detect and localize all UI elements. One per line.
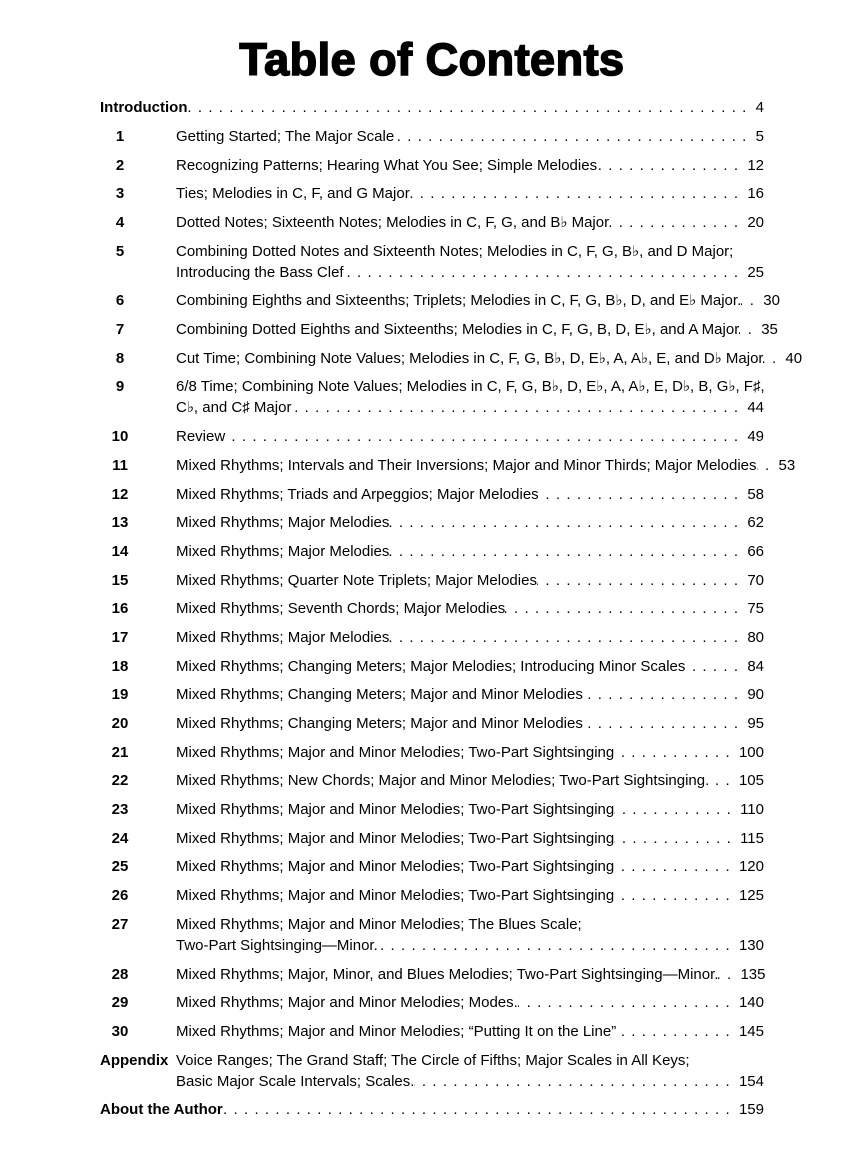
toc-entry-row — [100, 155, 764, 176]
entry-title-text: Mixed Rhythms; Major and Minor Melodies; Two-Part Sightsinging — [176, 887, 615, 905]
leader-dots — [518, 992, 736, 1013]
entry-title-block — [176, 598, 764, 619]
toc-entry-row — [100, 319, 778, 340]
entry-title-block — [176, 348, 803, 369]
page-number: 30 — [763, 292, 780, 310]
intro-row — [100, 97, 764, 118]
dot-leader — [414, 1071, 736, 1092]
page-number: 12 — [747, 156, 764, 174]
leader-dots — [718, 964, 737, 985]
entry-title-block — [176, 742, 764, 763]
page-number: 66 — [747, 542, 764, 560]
entry-title-line — [176, 376, 764, 397]
toc-entry-row — [100, 684, 764, 705]
leader-dots — [614, 885, 736, 906]
toc-entry-row — [100, 856, 764, 877]
entry-title-text: Mixed Rhythms; Major and Minor Melodies; Two-Part Sightsinging — [176, 743, 615, 761]
toc-entry-row — [100, 742, 764, 763]
chapter-number: 2 — [115, 156, 125, 174]
dot-leader — [614, 828, 737, 849]
dot-leader — [739, 319, 758, 340]
entry-title-block — [176, 455, 796, 476]
entry-title-text: Mixed Rhythms; Major and Minor Melodies; Two-Part Sightsinging — [176, 858, 615, 876]
chapter-number: 22 — [111, 772, 129, 790]
leader-dots — [537, 570, 744, 591]
toc-entry-row — [100, 455, 796, 476]
entry-title-line — [176, 992, 764, 1013]
dot-leader — [505, 598, 744, 619]
toc-entry-row — [100, 541, 764, 562]
toc-entry-row — [100, 570, 764, 591]
dot-leader — [757, 455, 776, 476]
chapter-number: 29 — [111, 994, 129, 1012]
page-number: 130 — [738, 936, 764, 954]
entry-title-line — [176, 914, 764, 935]
entry-title-line — [176, 856, 764, 877]
page-number: 4 — [755, 99, 764, 117]
entry-title-line — [176, 155, 764, 176]
entry-title-block — [176, 828, 764, 849]
entry-title-block — [176, 1021, 764, 1042]
page-number: 120 — [738, 858, 764, 876]
page-number: 84 — [747, 657, 764, 675]
toc-entry-row — [100, 426, 764, 447]
entry-title-line — [176, 885, 764, 906]
page-number: 20 — [747, 214, 764, 231]
entry-title-block — [176, 512, 764, 533]
entry-title-line — [176, 319, 778, 340]
dot-leader — [597, 155, 744, 176]
entry-title-text: Two-Part Sightsinging—Minor. — [176, 936, 378, 954]
page-number: 115 — [740, 829, 764, 847]
toc-entry-row — [100, 212, 764, 233]
chapter-number: 8 — [115, 349, 125, 367]
chapter-number: 6 — [115, 292, 125, 310]
page-number: 95 — [747, 715, 764, 732]
toc-entry-row — [100, 770, 764, 791]
entry-title-line — [176, 455, 796, 476]
entry-title-text: Dotted Notes; Sixteenth Notes; Melodies in C, F, G, and B♭ Major — [176, 214, 610, 231]
entry-title-line — [176, 1071, 764, 1092]
intro-label: Introduction — [100, 99, 188, 117]
page-number: 90 — [747, 686, 764, 704]
dot-leader — [187, 97, 752, 118]
chapter-number: 14 — [111, 542, 129, 560]
chapter-number: 30 — [111, 1022, 129, 1040]
leader-dots — [614, 742, 736, 763]
entry-title-text: Introducing the Bass Clef — [176, 263, 344, 281]
dot-leader — [614, 742, 736, 763]
page-number: 110 — [740, 801, 764, 819]
entry-title-text: Cut Time; Combining Note Values; Melodies in C, F, G, B♭, D, E♭, A, A♭, E, and D♭ Major — [176, 349, 764, 367]
about-row — [100, 1099, 764, 1120]
leader-dots — [741, 290, 760, 311]
chapter-number: 4 — [115, 214, 125, 231]
entry-title-text: Mixed Rhythms; Triads and Arpeggios; Major Melodies — [176, 485, 539, 503]
leader-dots — [709, 770, 736, 791]
dot-leader — [616, 1021, 736, 1042]
page-number: 58 — [747, 485, 764, 503]
leader-dots — [614, 799, 737, 820]
page-number: 145 — [738, 1022, 764, 1040]
entry-title-text: Ties; Melodies in C, F, and G Major — [176, 185, 410, 203]
dot-leader — [741, 290, 760, 311]
entry-title-text: Voice Ranges; The Grand Staff; The Circle of Fifths; Major Scales in All Keys; — [176, 1051, 690, 1069]
chapter-number: 24 — [111, 829, 129, 847]
dot-leader — [685, 656, 744, 677]
page-number: 35 — [761, 321, 778, 339]
entry-title-line — [176, 713, 764, 734]
page-number: 154 — [738, 1072, 764, 1090]
chapter-number: 3 — [115, 185, 125, 203]
chapter-number: 16 — [111, 600, 129, 618]
toc-entry-row — [100, 241, 764, 283]
entry-title-block — [176, 541, 764, 562]
entry-title-block — [176, 964, 764, 985]
leader-dots — [389, 541, 744, 562]
entry-title-text: C♭, and C♯ Major — [176, 399, 292, 417]
entry-title-block — [176, 914, 764, 956]
toc-entry-list — [100, 126, 803, 1042]
entry-title-text: Mixed Rhythms; Major and Minor Melodies; Modes. — [176, 994, 518, 1012]
entry-title-block — [176, 426, 764, 447]
entry-title-text: Mixed Rhythms; Changing Meters; Major and Minor Melodies — [176, 686, 583, 704]
page-number: 105 — [738, 772, 764, 790]
chapter-number: 13 — [111, 514, 129, 532]
entry-title-block — [176, 799, 764, 820]
about-label: About the Author — [100, 1101, 223, 1119]
entry-title-text: Mixed Rhythms; Major and Minor Melodies; The Blues Scale; — [176, 915, 582, 933]
toc-entry-row — [100, 885, 764, 906]
leader-dots — [225, 426, 744, 447]
dot-leader — [223, 1099, 736, 1120]
toc-entry-row — [100, 627, 764, 648]
entry-title-block — [176, 183, 764, 204]
entry-title-text: Combining Eighths and Sixteenths; Triplets; Melodies in C, F, G, B♭, D, and E♭ Major. — [176, 292, 742, 310]
leader-dots — [597, 155, 744, 176]
dot-leader — [614, 856, 736, 877]
toc-entry-row — [100, 376, 764, 418]
toc-entry-row — [100, 512, 764, 533]
toc-entry-row — [100, 656, 764, 677]
chapter-number: 1 — [115, 127, 125, 145]
leader-dots — [291, 397, 744, 418]
dot-leader — [378, 935, 736, 956]
chapter-number: 11 — [112, 456, 128, 474]
chapter-number: 17 — [111, 628, 129, 646]
entry-title-text: Getting Started; The Major Scale — [176, 127, 395, 145]
entry-title-line — [176, 570, 764, 591]
page-number: 62 — [747, 514, 764, 532]
toc-entry-row — [100, 348, 803, 369]
dot-leader — [609, 212, 744, 233]
entry-title-block — [176, 885, 764, 906]
leader-dots — [614, 828, 737, 849]
entry-title-text: Mixed Rhythms; Changing Meters; Major and Minor Melodies — [176, 715, 583, 732]
leader-dots — [187, 97, 752, 118]
entry-title-block — [176, 992, 764, 1013]
leader-dots — [616, 1021, 736, 1042]
leader-dots — [583, 713, 744, 734]
page-number: 40 — [785, 349, 803, 367]
dot-leader — [389, 627, 744, 648]
toc-entry-row — [100, 598, 764, 619]
entry-title-line — [176, 742, 764, 763]
chapter-number: 26 — [111, 887, 129, 905]
dot-leader — [614, 799, 737, 820]
leader-dots — [609, 212, 744, 233]
entry-title-block — [176, 484, 764, 505]
entry-title-line — [176, 212, 764, 233]
entry-title-block — [176, 155, 764, 176]
entry-title-line — [176, 348, 803, 369]
entry-title-line — [176, 126, 764, 147]
chapter-number: 7 — [115, 321, 125, 339]
page-number: 80 — [747, 628, 764, 646]
leader-dots — [685, 656, 744, 677]
chapter-number: 23 — [111, 801, 129, 819]
chapter-number: 19 — [111, 686, 129, 704]
entry-title-line — [176, 598, 764, 619]
entry-title-line — [176, 1050, 764, 1071]
entry-title-line — [176, 935, 764, 956]
page-number: 16 — [747, 185, 764, 203]
page-number: 44 — [747, 399, 764, 417]
entry-title-block — [176, 684, 764, 705]
entry-title-text: Mixed Rhythms; Changing Meters; Major Melodies; Introducing Minor Scales — [176, 657, 686, 675]
dot-leader — [344, 262, 745, 283]
entry-title-block — [176, 376, 764, 418]
leader-dots — [394, 126, 752, 147]
dot-leader — [583, 713, 744, 734]
entry-title-line — [176, 290, 780, 311]
toc-entry-row — [100, 1021, 764, 1042]
dot-leader — [614, 885, 736, 906]
leader-dots — [389, 512, 744, 533]
entry-title-block — [176, 212, 764, 233]
chapter-number: 25 — [111, 858, 129, 876]
toc-entry-row — [100, 484, 764, 505]
entry-title-block — [176, 656, 764, 677]
chapter-number: 5 — [115, 242, 125, 260]
entry-title-line — [176, 828, 764, 849]
leader-dots — [505, 598, 744, 619]
entry-title-line — [176, 183, 764, 204]
page-number: 53 — [778, 456, 796, 474]
entry-title-line — [176, 512, 764, 533]
entry-title-text: Basic Major Scale Intervals; Scales. — [176, 1072, 415, 1090]
toc-entry-row — [100, 290, 780, 311]
leader-dots — [539, 484, 745, 505]
leader-dots — [410, 183, 745, 204]
page-number: 125 — [738, 887, 764, 905]
page-number: 135 — [740, 965, 766, 983]
entry-title-text: Mixed Rhythms; Major Melodies — [176, 542, 390, 560]
dot-leader — [410, 183, 745, 204]
page-number: 25 — [747, 263, 764, 281]
dot-leader — [763, 348, 782, 369]
appendix-row — [100, 1050, 764, 1092]
toc-entry-row — [100, 914, 764, 956]
page-number: 49 — [747, 428, 764, 446]
dot-leader — [718, 964, 737, 985]
entry-title-text: Combining Dotted Notes and Sixteenth Notes; Melodies in C, F, G, B♭, and D Major; — [176, 242, 734, 260]
entry-title-text: Mixed Rhythms; Major Melodies — [176, 628, 390, 646]
toc-entry-row — [100, 992, 764, 1013]
page-number: 75 — [747, 600, 764, 618]
entry-title-line — [176, 964, 764, 985]
dot-leader — [291, 397, 744, 418]
leader-dots — [223, 1099, 736, 1120]
dot-leader — [394, 126, 752, 147]
leader-dots — [389, 627, 744, 648]
toc-entry-row — [100, 713, 764, 734]
leader-dots — [344, 262, 745, 283]
entry-title-text: Review — [176, 428, 226, 446]
entry-title-line — [176, 484, 764, 505]
toc-entry-row — [100, 183, 764, 204]
entry-title-text: Mixed Rhythms; New Chords; Major and Minor Melodies; Two-Part Sightsinging. — [176, 772, 710, 790]
chapter-number: 12 — [111, 485, 129, 503]
entry-title-text: Recognizing Patterns; Hearing What You See; Simple Melodies — [176, 156, 598, 174]
entry-title-line — [176, 241, 764, 262]
entry-title-block — [176, 770, 764, 791]
entry-title-text: Mixed Rhythms; Intervals and Their Inversions; Major and Minor Thirds; Major Melodies — [176, 456, 757, 474]
dot-leader — [539, 484, 745, 505]
leader-dots — [614, 856, 736, 877]
toc-entry-row — [100, 126, 764, 147]
toc-entry-row — [100, 828, 764, 849]
chapter-number: 20 — [111, 715, 129, 732]
entry-title-line — [176, 770, 764, 791]
entry-title-text: Mixed Rhythms; Major and Minor Melodies; Two-Part Sightsinging — [176, 829, 615, 847]
chapter-number: 10 — [111, 428, 129, 446]
appendix-title-block — [176, 1050, 764, 1092]
dot-leader — [709, 770, 736, 791]
toc-entry-row — [100, 799, 764, 820]
entry-title-text: Mixed Rhythms; Major and Minor Melodies; Two-Part Sightsinging — [176, 801, 615, 819]
entry-title-text: Combining Dotted Eighths and Sixteenths; Melodies in C, F, G, B, D, E♭, and A Major — [176, 321, 740, 339]
chapter-number: 21 — [111, 743, 129, 761]
leader-dots — [757, 455, 776, 476]
leader-dots — [583, 684, 744, 705]
dot-leader — [225, 426, 744, 447]
entry-title-line — [176, 1021, 764, 1042]
dot-leader — [518, 992, 736, 1013]
leader-dots — [414, 1071, 736, 1092]
entry-title-text: Mixed Rhythms; Seventh Chords; Major Melodies — [176, 600, 506, 618]
entry-title-block — [176, 241, 764, 283]
leader-dots — [763, 348, 782, 369]
dot-leader — [537, 570, 744, 591]
page-number: 140 — [738, 994, 764, 1012]
page-number: 100 — [738, 743, 764, 761]
chapter-number: 28 — [111, 965, 129, 983]
entry-title-line — [176, 627, 764, 648]
entry-title-line — [176, 656, 764, 677]
entry-title-block — [176, 126, 764, 147]
chapter-number: 15 — [111, 571, 129, 589]
entry-title-text: 6/8 Time; Combining Note Values; Melodies in C, F, G, B♭, D, E♭, A, A♭, E, D♭, B, G♭, F♯, — [176, 378, 765, 396]
page-number: 159 — [738, 1101, 764, 1119]
appendix-label: Appendix — [100, 1051, 169, 1069]
entry-title-block — [176, 627, 764, 648]
chapter-number: 9 — [115, 378, 125, 396]
entry-title-line — [176, 541, 764, 562]
leader-dots — [739, 319, 758, 340]
entry-title-line — [176, 262, 764, 283]
entry-title-text: Mixed Rhythms; Major, Minor, and Blues Melodies; Two-Part Sightsinging—Minor. — [176, 965, 719, 983]
page-number: 5 — [755, 127, 764, 145]
page-title: Table of Contents — [239, 34, 625, 85]
entry-title-block — [176, 856, 764, 877]
entry-title-line — [176, 397, 764, 418]
chapter-number: 27 — [111, 915, 129, 933]
leader-dots — [378, 935, 736, 956]
entry-title-block — [176, 290, 780, 311]
entry-title-text: Mixed Rhythms; Major Melodies — [176, 514, 390, 532]
dot-leader — [583, 684, 744, 705]
chapter-number: 18 — [111, 657, 129, 675]
dot-leader — [389, 541, 744, 562]
dot-leader — [389, 512, 744, 533]
entry-title-block — [176, 713, 764, 734]
toc-entry-row — [100, 964, 764, 985]
entry-title-block — [176, 319, 778, 340]
entry-title-text: Mixed Rhythms; Major and Minor Melodies; “Putting It on the Line” — [176, 1022, 617, 1040]
entry-title-line — [176, 684, 764, 705]
entry-title-text: Mixed Rhythms; Quarter Note Triplets; Major Melodies — [176, 571, 537, 589]
entry-title-line — [176, 799, 764, 820]
entry-title-block — [176, 570, 764, 591]
entry-title-line — [176, 426, 764, 447]
page-number: 70 — [747, 571, 764, 589]
